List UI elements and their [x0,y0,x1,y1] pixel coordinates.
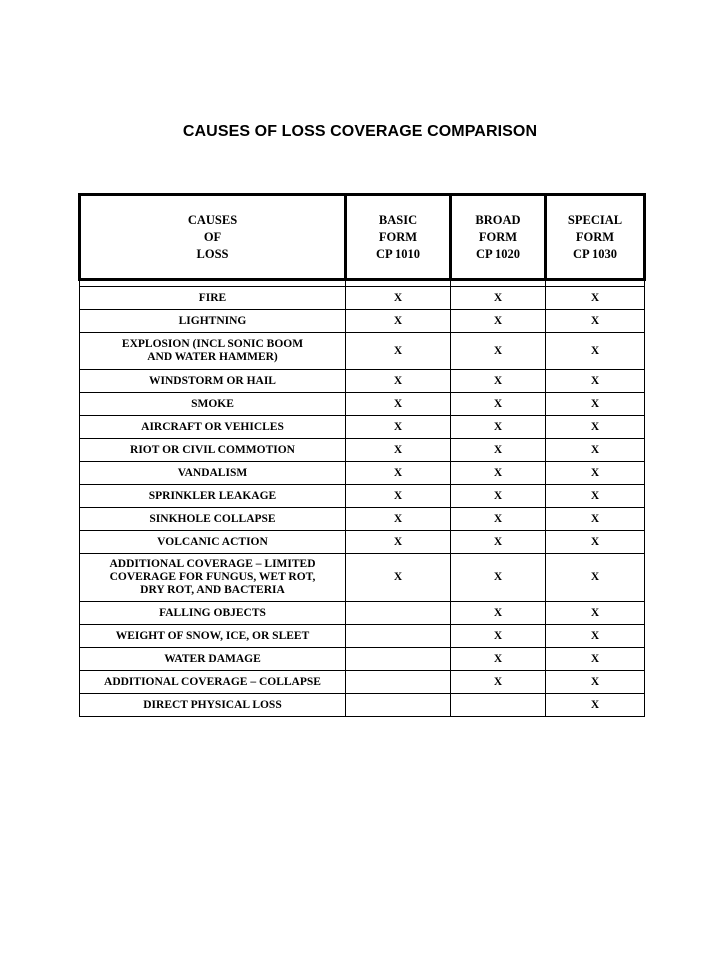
cause-of-loss-cell [80,333,346,370]
header-line: BASIC [378,212,418,227]
table-row [80,462,645,485]
table-row [80,370,645,393]
cause-of-loss-text: WINDSTORM OR HAIL [149,374,276,387]
cause-of-loss-cell [80,531,346,554]
broad-form-mark [451,694,546,717]
special-form-mark: X [546,416,645,439]
cause-of-loss-text: FALLING OBJECTS [159,606,266,619]
broad-form-mark: X [451,554,546,602]
table-body [80,280,645,717]
table-row [80,531,645,554]
cause-of-loss-cell [80,554,346,602]
table-row [80,602,645,625]
special-form-mark: X [546,602,645,625]
basic-form-mark: X [346,287,451,310]
header-line: SPECIAL [567,212,623,227]
cause-of-loss-cell [80,648,346,671]
basic-form-mark: X [346,554,451,602]
broad-form-mark: X [451,531,546,554]
cause-of-loss-cell [80,462,346,485]
cause-of-loss-text: SINKHOLE COLLAPSE [149,512,276,525]
basic-form-mark: X [346,485,451,508]
cause-of-loss-cell [80,370,346,393]
cause-of-loss-cell [80,485,346,508]
broad-form-mark: X [451,671,546,694]
cause-of-loss-text: WATER DAMAGE [164,652,261,665]
header-line: BROAD [475,212,521,227]
broad-form-mark: X [451,439,546,462]
broad-form-mark: X [451,333,546,370]
cause-of-loss-cell [80,439,346,462]
broad-form-mark: X [451,287,546,310]
table-row [80,671,645,694]
cause-of-loss-cell [80,416,346,439]
cause-of-loss-text: ADDITIONAL COVERAGE – LIMITED [109,558,316,570]
broad-form-mark: X [451,508,546,531]
basic-form-mark: X [346,531,451,554]
special-form-mark: X [546,508,645,531]
special-form-mark: X [546,625,645,648]
basic-form-mark: X [346,333,451,370]
header-causes-of-loss [80,195,346,280]
cause-of-loss-cell [80,671,346,694]
broad-form-mark: X [451,462,546,485]
basic-form-mark: X [346,310,451,333]
cause-of-loss-text: VOLCANIC ACTION [157,535,268,548]
separator-cell [451,280,546,287]
broad-form-mark: X [451,370,546,393]
header-basic-form [346,195,451,280]
table-row [80,694,645,717]
broad-form-mark: X [451,393,546,416]
basic-form-mark [346,694,451,717]
coverage-comparison-table [78,193,646,717]
cause-of-loss-text: FIRE [198,291,227,304]
basic-form-mark: X [346,439,451,462]
separator-cell [546,280,645,287]
table-row [80,485,645,508]
table-row [80,554,645,602]
special-form-mark: X [546,485,645,508]
broad-form-mark: X [451,648,546,671]
basic-form-mark [346,602,451,625]
cause-of-loss-text: DRY ROT, AND BACTERIA [140,584,285,596]
table-row [80,648,645,671]
special-form-mark: X [546,671,645,694]
special-form-mark: X [546,648,645,671]
header-broad-form [451,195,546,280]
cause-of-loss-cell [80,508,346,531]
special-form-mark: X [546,287,645,310]
special-form-mark: X [546,462,645,485]
table-row [80,416,645,439]
cause-of-loss-text: VANDALISM [177,466,248,479]
special-form-mark: X [546,554,645,602]
table-row [80,287,645,310]
cause-of-loss-text: ADDITIONAL COVERAGE – COLLAPSE [104,675,321,688]
basic-form-mark [346,648,451,671]
separator-cell [346,280,451,287]
special-form-mark: X [546,439,645,462]
cause-of-loss-cell [80,602,346,625]
table-row [80,393,645,416]
cause-of-loss-cell [80,310,346,333]
header-line: CP 1020 [475,246,521,261]
basic-form-mark: X [346,393,451,416]
cause-of-loss-text: SMOKE [191,397,234,410]
cause-of-loss-cell [80,393,346,416]
table-row [80,508,645,531]
basic-form-mark: X [346,462,451,485]
basic-form-mark: X [346,370,451,393]
cause-of-loss-text: SPRINKLER LEAKAGE [148,489,277,502]
cause-of-loss-text: AND WATER HAMMER) [147,351,278,363]
cause-of-loss-cell [80,287,346,310]
cause-of-loss-text: DIRECT PHYSICAL LOSS [143,698,282,711]
cause-of-loss-text: COVERAGE FOR FUNGUS, WET ROT, [109,571,316,583]
header-line: LOSS [196,246,229,261]
separator-cell [80,280,346,287]
header-line: CAUSES [187,212,238,227]
basic-form-mark [346,625,451,648]
page-title: CAUSES OF LOSS COVERAGE COMPARISON [182,123,538,140]
header-line: CP 1030 [572,246,618,261]
broad-form-mark: X [451,310,546,333]
broad-form-mark: X [451,625,546,648]
header-line: CP 1010 [375,246,421,261]
header-line: OF [203,229,222,244]
header-special-form [546,195,645,280]
basic-form-mark [346,671,451,694]
table-row [80,439,645,462]
cause-of-loss-text: EXPLOSION (INCL SONIC BOOM [121,338,304,350]
cause-of-loss-text: WEIGHT OF SNOW, ICE, OR SLEET [115,629,310,642]
broad-form-mark: X [451,602,546,625]
special-form-mark: X [546,393,645,416]
special-form-mark: X [546,310,645,333]
table-row [80,333,645,370]
cause-of-loss-text: AIRCRAFT OR VEHICLES [141,420,284,433]
header-separator-row [80,280,645,287]
special-form-mark: X [546,333,645,370]
broad-form-mark: X [451,416,546,439]
basic-form-mark: X [346,416,451,439]
special-form-mark: X [546,531,645,554]
special-form-mark: X [546,694,645,717]
basic-form-mark: X [346,508,451,531]
cause-of-loss-text: LIGHTNING [178,314,247,327]
broad-form-mark: X [451,485,546,508]
header-line: FORM [478,229,518,244]
table-row [80,310,645,333]
cause-of-loss-cell [80,625,346,648]
header-line: FORM [575,229,615,244]
cause-of-loss-cell [80,694,346,717]
header-line: FORM [378,229,418,244]
special-form-mark: X [546,370,645,393]
cause-of-loss-text: RIOT OR CIVIL COMMOTION [130,443,295,456]
table-row [80,625,645,648]
table-header-row [80,195,645,280]
